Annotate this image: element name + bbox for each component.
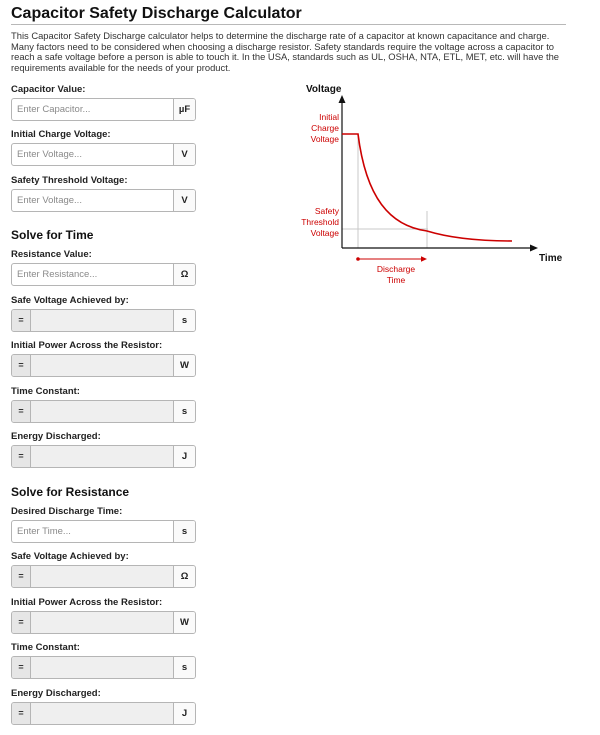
- time-initial-power-result: [31, 355, 175, 376]
- res-energy-result: [31, 703, 175, 724]
- res-safe-voltage-result: [31, 566, 175, 587]
- res-safe-voltage-unit: Ω: [173, 566, 195, 587]
- time-constant-result: [31, 401, 175, 422]
- x-axis-label: Time: [539, 253, 563, 264]
- initial-voltage-field: [11, 143, 196, 166]
- threshold-voltage-field: [11, 189, 196, 212]
- res-energy-label: Energy Discharged:: [11, 688, 101, 699]
- res-time-constant-output: [11, 656, 196, 679]
- equals-sign: =: [12, 310, 31, 331]
- equals-sign: =: [12, 566, 31, 587]
- time-initial-power-unit: W: [173, 355, 195, 376]
- intro-paragraph: This Capacitor Safety Discharge calculator helps to determine the discharge rate of a capacitor at known capacitance and charge. Many factors need to be considered when choosing a discharge resistor. Safety standards require the voltage across a capacitor to reach a safe voltage before a person is able to touch it. In the USA, standards such as UL, OSHA, NTA, ETL, MET, etc. will have the requirements available for the needs of your product.: [11, 30, 560, 73]
- time-safe-voltage-result: [31, 310, 175, 331]
- time-energy-unit: J: [173, 446, 195, 467]
- resistance-label: Resistance Value:: [11, 249, 92, 260]
- time-energy-output: [11, 445, 196, 468]
- time-initial-power-output: [11, 354, 196, 377]
- resistance-unit: Ω: [173, 264, 195, 285]
- discharge-diagram: [300, 78, 568, 293]
- capacitor-unit: µF: [173, 99, 195, 120]
- solve-time-heading: Solve for Time: [11, 228, 94, 242]
- discharge-time-label: Desired Discharge Time:: [11, 506, 123, 517]
- resistance-field: [11, 263, 196, 286]
- discharge-marker-start: [356, 257, 360, 261]
- y-axis-arrow: [339, 95, 346, 103]
- threshold-label-line-3: Voltage: [310, 228, 339, 238]
- initial-voltage-input[interactable]: [12, 144, 175, 165]
- page-title: Capacitor Safety Discharge Calculator: [11, 5, 302, 22]
- res-safe-voltage-output: [11, 565, 196, 588]
- time-energy-label: Energy Discharged:: [11, 431, 101, 442]
- x-axis-arrow: [530, 245, 538, 252]
- discharge-time-input[interactable]: [12, 521, 175, 542]
- initial-label-line-3: Voltage: [310, 134, 339, 144]
- discharge-time-field: [11, 520, 196, 543]
- equals-sign: =: [12, 401, 31, 422]
- threshold-voltage-label: Safety Threshold Voltage:: [11, 175, 128, 186]
- res-initial-power-result: [31, 612, 175, 633]
- initial-voltage-label: Initial Charge Voltage:: [11, 129, 111, 140]
- res-safe-voltage-label: Safe Voltage Achieved by:: [11, 551, 129, 562]
- time-constant-output: [11, 400, 196, 423]
- resistance-input[interactable]: [12, 264, 175, 285]
- capacitor-label: Capacitor Value:: [11, 84, 86, 95]
- threshold-voltage-unit: V: [173, 190, 195, 211]
- initial-label-line-1: Initial: [319, 112, 339, 122]
- time-initial-power-label: Initial Power Across the Resistor:: [11, 340, 163, 351]
- equals-sign: =: [12, 657, 31, 678]
- discharge-label-line-1: Discharge: [376, 264, 416, 274]
- discharge-marker-arrow: [421, 256, 427, 261]
- y-axis-label: Voltage: [306, 84, 342, 95]
- time-safe-voltage-unit: s: [173, 310, 195, 331]
- time-safe-voltage-output: [11, 309, 196, 332]
- initial-voltage-unit: V: [173, 144, 195, 165]
- res-energy-output: [11, 702, 196, 725]
- discharge-label-line-2: Time: [386, 275, 406, 285]
- discharge-time-unit: s: [173, 521, 195, 542]
- time-safe-voltage-label: Safe Voltage Achieved by:: [11, 295, 129, 306]
- equals-sign: =: [12, 355, 31, 376]
- equals-sign: =: [12, 446, 31, 467]
- time-constant-label: Time Constant:: [11, 386, 80, 397]
- equals-sign: =: [12, 612, 31, 633]
- title-divider: [11, 24, 566, 25]
- res-time-constant-label: Time Constant:: [11, 642, 80, 653]
- equals-sign: =: [12, 703, 31, 724]
- time-energy-result: [31, 446, 175, 467]
- solve-resistance-heading: Solve for Resistance: [11, 485, 130, 499]
- res-initial-power-output: [11, 611, 196, 634]
- res-energy-unit: J: [173, 703, 195, 724]
- initial-label-line-2: Charge: [311, 123, 339, 133]
- threshold-label-line-2: Threshold: [301, 217, 339, 227]
- res-time-constant-result: [31, 657, 175, 678]
- time-constant-unit: s: [173, 401, 195, 422]
- res-initial-power-unit: W: [173, 612, 195, 633]
- threshold-label-line-1: Safety: [314, 206, 339, 216]
- res-time-constant-unit: s: [173, 657, 195, 678]
- capacitor-field: [11, 98, 196, 121]
- threshold-voltage-input[interactable]: [12, 190, 175, 211]
- capacitor-input[interactable]: [12, 99, 175, 120]
- res-initial-power-label: Initial Power Across the Resistor:: [11, 597, 163, 608]
